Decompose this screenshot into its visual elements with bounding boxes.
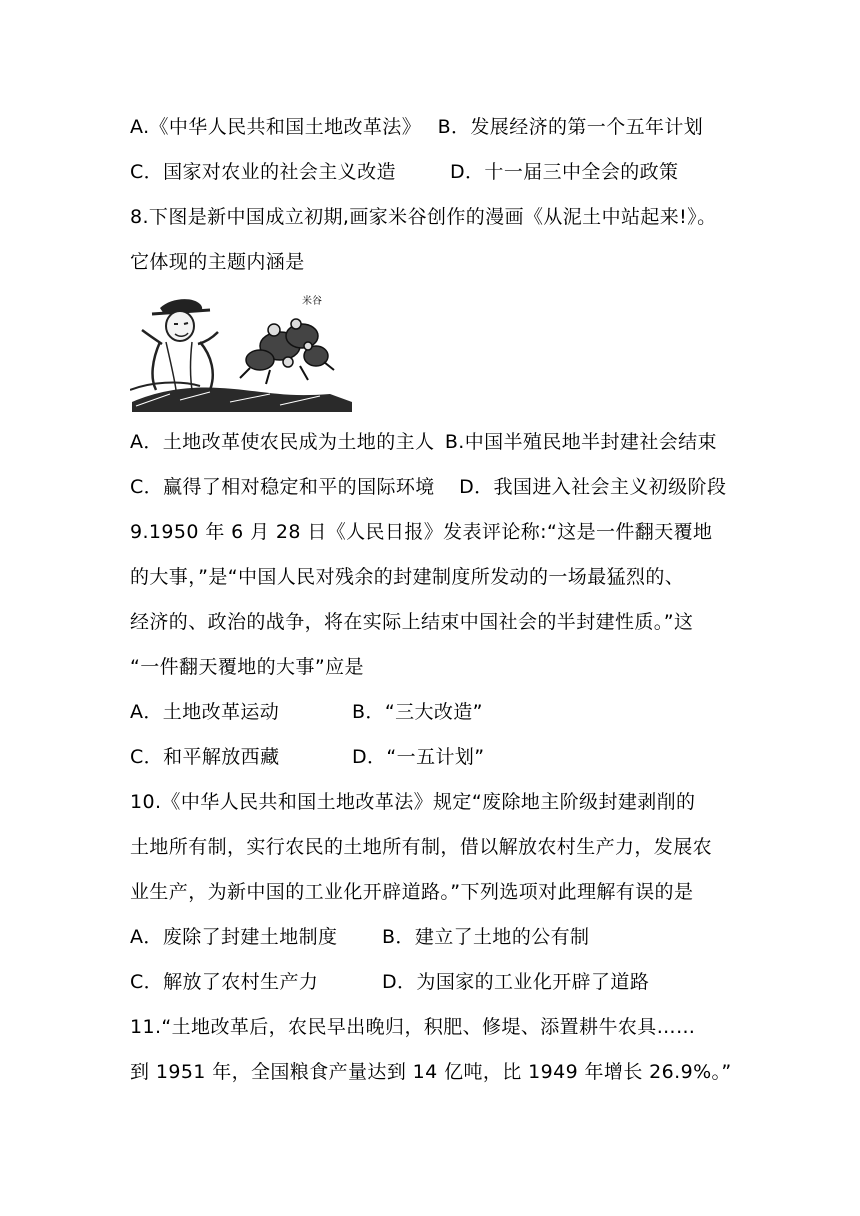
q10-stem-line-1: 10.《中华人民共和国土地改革法》规定“废除地主阶级封建剥削的 bbox=[130, 791, 696, 813]
q9-option-a: A．土地改革运动 bbox=[130, 701, 280, 723]
q10-options-row-1 bbox=[130, 923, 590, 951]
q10-option-a: A．废除了封建土地制度 bbox=[130, 926, 338, 948]
cartoon-image bbox=[130, 290, 354, 412]
q9-option-d: D．“一五计划” bbox=[352, 746, 485, 768]
q8-options-row-1 bbox=[130, 428, 717, 456]
q9-stem-line-1: 9.1950 年 6 月 28 日《人民日报》发表评论称:“这是一件翻天覆地 bbox=[130, 521, 713, 543]
q8-option-c: C．赢得了相对稳定和平的国际环境 bbox=[130, 476, 435, 498]
q7-option-c: C．国家对农业的社会主义改造 bbox=[130, 161, 396, 183]
q8-option-a: A．土地改革使农民成为土地的主人 bbox=[130, 431, 435, 453]
q9-option-c: C．和平解放西藏 bbox=[130, 746, 280, 768]
q10-stem-line-3: 业生产，为新中国的工业化开辟道路。”下列选项对此理解有误的是 bbox=[130, 881, 694, 903]
q9-stem-line-2: 的大事，”是“中国人民对残余的封建制度所发动的一场最猛烈的、 bbox=[130, 566, 685, 588]
q8-stem-line-2: 它体现的主题内涵是 bbox=[130, 251, 305, 273]
q10-option-d: D．为国家的工业化开辟了道路 bbox=[382, 971, 650, 993]
q7-option-b: B．发展经济的第一个五年计划 bbox=[437, 116, 704, 138]
q10-stem-line-2: 土地所有制，实行农民的土地所有制，借以解放农村生产力，发展农 bbox=[130, 836, 713, 858]
q9-stem-line-4: “一件翻天覆地的大事”应是 bbox=[130, 656, 364, 678]
q7-options-row-2 bbox=[130, 158, 679, 186]
q7-options-row-1 bbox=[130, 113, 703, 141]
q9-options-row-2 bbox=[130, 743, 485, 771]
cartoon-signature: 米谷 bbox=[302, 296, 322, 307]
q7-option-d: D．十一届三中全会的政策 bbox=[450, 161, 679, 183]
q9-options-row-1 bbox=[130, 698, 483, 726]
q8-option-d: D．我国进入社会主义初级阶段 bbox=[459, 476, 727, 498]
q8-stem-line-1: 8.下图是新中国成立初期,画家米谷创作的漫画《从泥土中站起来!》。 bbox=[130, 206, 717, 228]
q10-option-c: C．解放了农村生产力 bbox=[130, 971, 319, 993]
q11-stem-line-1: 11.“土地改革后，农民早出晚归，积肥、修堤、添置耕牛农具…… bbox=[130, 1016, 696, 1038]
q7-option-a: A.《中华人民共和国土地改革法》 bbox=[130, 116, 422, 138]
q8-options-row-2 bbox=[130, 473, 726, 501]
q10-options-row-2 bbox=[130, 968, 650, 996]
q9-option-b: B．“三大改造” bbox=[352, 701, 483, 723]
q11-stem-line-2: 到 1951 年，全国粮食产量达到 14 亿吨，比 1949 年增长 26.9%。” bbox=[130, 1061, 732, 1083]
q8-option-b: B.中国半殖民地半封建社会结束 bbox=[444, 431, 717, 453]
q10-option-b: B．建立了土地的公有制 bbox=[382, 926, 590, 948]
q9-stem-line-3: 经济的、政治的战争，将在实际上结束中国社会的半封建性质。”这 bbox=[130, 611, 694, 633]
